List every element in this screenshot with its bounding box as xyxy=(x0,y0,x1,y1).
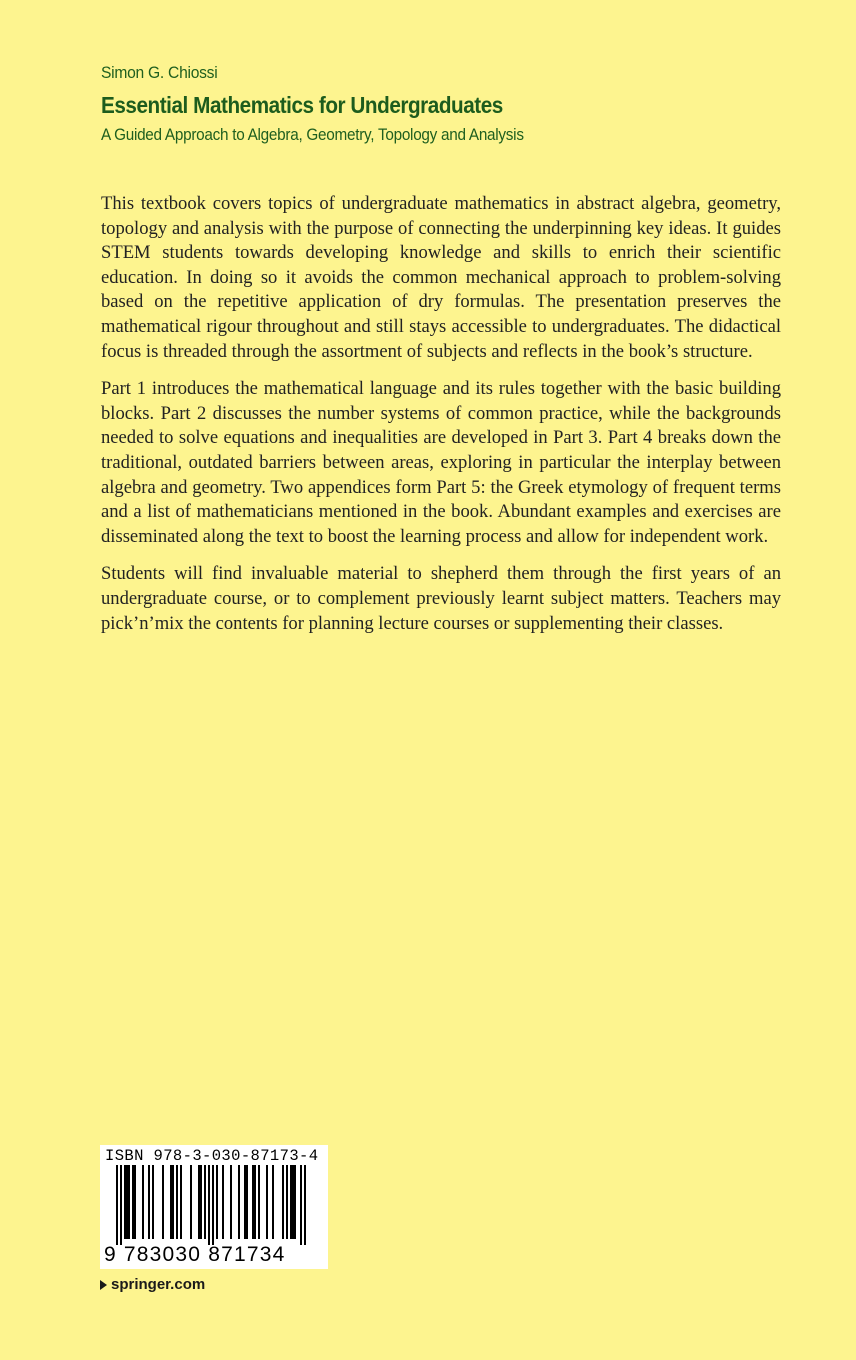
barcode-bar xyxy=(230,1165,232,1239)
triangle-right-icon xyxy=(100,1280,107,1290)
blurb-text xyxy=(101,192,781,649)
barcode-bar xyxy=(252,1165,254,1239)
barcode-bar xyxy=(244,1165,246,1239)
publisher-website-link[interactable] xyxy=(100,1276,205,1293)
barcode-bar xyxy=(124,1165,126,1239)
barcode-bar xyxy=(142,1165,144,1239)
isbn-barcode xyxy=(100,1145,328,1269)
barcode-bar xyxy=(286,1165,288,1239)
barcode-bar xyxy=(126,1165,128,1239)
barcode-bar xyxy=(116,1165,118,1245)
barcode-bars xyxy=(100,1165,328,1245)
isbn-label: ISBN 978-3-030-87173-4 xyxy=(105,1147,319,1165)
barcode-bar xyxy=(128,1165,130,1239)
barcode-bar xyxy=(246,1165,248,1239)
barcode-bar xyxy=(300,1165,302,1245)
barcode-bar xyxy=(204,1165,206,1239)
barcode-bar xyxy=(238,1165,240,1239)
barcode-bar xyxy=(272,1165,274,1239)
barcode-bar xyxy=(292,1165,294,1239)
author-name: Simon G. Chiossi xyxy=(101,63,218,82)
barcode-bar xyxy=(258,1165,260,1239)
barcode-bar xyxy=(304,1165,306,1245)
barcode-bar xyxy=(198,1165,200,1239)
barcode-bar xyxy=(162,1165,164,1239)
barcode-bar xyxy=(170,1165,172,1239)
barcode-bar xyxy=(132,1165,134,1239)
barcode-bar xyxy=(148,1165,150,1239)
barcode-bar xyxy=(222,1165,224,1239)
barcode-bar xyxy=(208,1165,210,1245)
barcode-bar xyxy=(120,1165,122,1245)
barcode-bar xyxy=(290,1165,292,1239)
barcode-bar xyxy=(200,1165,202,1239)
barcode-bar xyxy=(212,1165,214,1245)
barcode-bar xyxy=(190,1165,192,1239)
blurb-paragraph-1: This textbook covers topics of undergraduate mathematics in abstract algebra, geometry, topology and analysis with the purpose of connecting the underpinning key ideas. It guides STEM students towards developing knowledge and skills to enrich their scientific education. In doing so it avoids the common mechanical approach to problem-solving based on the repetitive application of dry formulas. The presentation preserves the mathematical rigour throughout and still stays accessible to undergraduates. The didactical focus is threaded through the assortment of subjects and reflects in the book’s structure. xyxy=(101,193,781,362)
barcode-bar xyxy=(152,1165,154,1239)
barcode-bar xyxy=(266,1165,268,1239)
barcode-bar xyxy=(294,1165,296,1239)
barcode-bar xyxy=(180,1165,182,1239)
barcode-bar xyxy=(282,1165,284,1239)
barcode-bar xyxy=(254,1165,256,1239)
book-subtitle: A Guided Approach to Algebra, Geometry, Topology and Analysis xyxy=(101,125,524,144)
blurb-paragraph-3: Students will find invaluable material to shepherd them through the first years of an undergraduate course, or to complement previously learnt subject matters. Teachers may pick’n’mix the contents for planning lecture courses or supplementing their classes. xyxy=(101,563,781,634)
blurb-paragraph-2: Part 1 introduces the mathematical language and its rules together with the basic building blocks. Part 2 discusses the number systems of common practice, while the backgrounds needed to solve equations and inequalities are developed in Part 3. Part 4 breaks down the traditional, outdated barriers between areas, exploring in particular the interplay between algebra and geometry. Two appendices form Part 5: the Greek etymology of frequent terms and a list of mathematicians mentioned in the book. Abundant examples and exercises are disseminated along the text to boost the learning process and allow for independent work. xyxy=(101,378,781,547)
book-title: Essential Mathematics for Undergraduates xyxy=(101,92,503,118)
publisher-website-text[interactable]: springer.com xyxy=(111,1276,206,1293)
barcode-bar xyxy=(172,1165,174,1239)
barcode-digits: 9 783030 871734 xyxy=(104,1243,286,1266)
barcode-bar xyxy=(216,1165,218,1239)
barcode-bar xyxy=(134,1165,136,1239)
barcode-bar xyxy=(176,1165,178,1239)
